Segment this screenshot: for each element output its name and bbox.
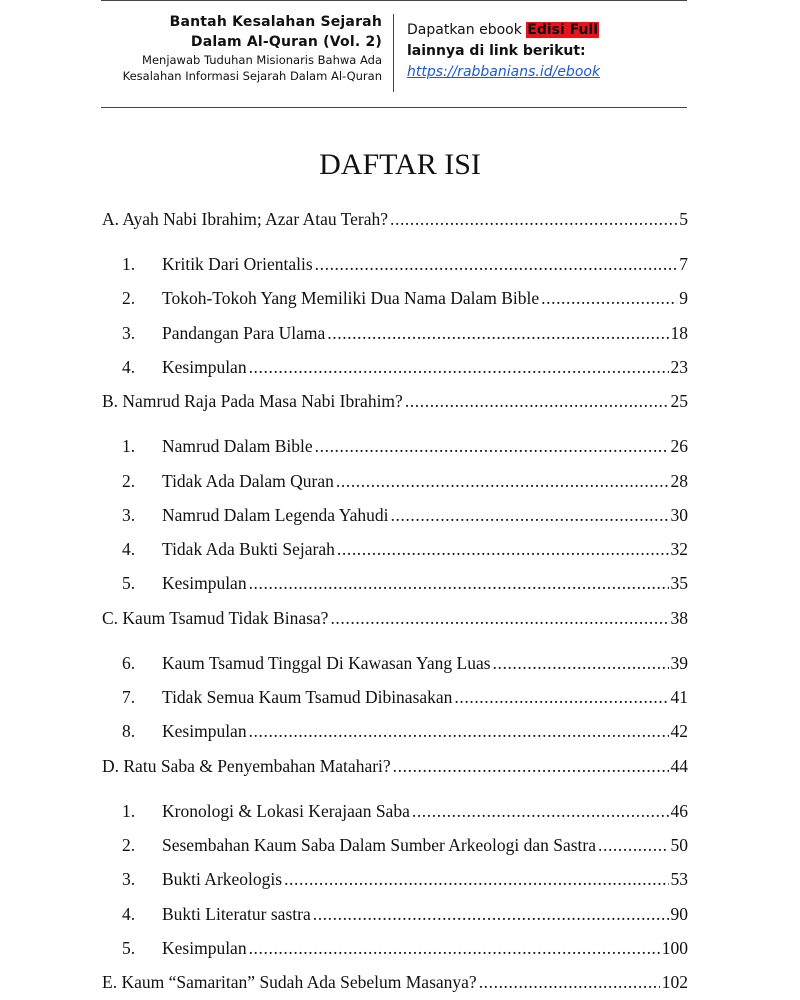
- toc-item-number: 3.: [122, 322, 136, 343]
- toc-item-entry[interactable]: [122, 869, 688, 890]
- header-bottom-rule: [101, 107, 687, 108]
- book-title-line-1: Bantah Kesalahan Sejarah: [169, 14, 382, 30]
- toc-dot-leader: [249, 721, 669, 742]
- toc-item-entry[interactable]: [122, 938, 688, 959]
- toc-item-number: 3.: [122, 504, 136, 525]
- toc-page-number: 32: [670, 539, 688, 560]
- toc-page-number: 100: [661, 937, 688, 958]
- book-title-line-2: Dalam Al-Quran (Vol. 2): [190, 34, 382, 50]
- toc-item-number: 4.: [122, 356, 136, 377]
- promo-block: [407, 20, 687, 83]
- promo-line-2: lainnya di link berikut:: [407, 43, 586, 59]
- book-header: [60, 12, 382, 84]
- toc-item-entry[interactable]: [122, 254, 688, 275]
- page-title: DAFTAR ISI: [319, 148, 481, 181]
- toc-dot-leader: [315, 254, 678, 275]
- toc-item-entry[interactable]: [122, 573, 688, 594]
- toc-section-entry[interactable]: [102, 972, 688, 993]
- toc-page-number: 7: [679, 254, 688, 274]
- toc-dot-leader: [337, 539, 669, 560]
- toc-dot-leader: [315, 436, 669, 457]
- toc-item-number: 4.: [122, 539, 136, 560]
- toc-page-number: 39: [670, 652, 688, 673]
- toc-dot-leader: [249, 938, 660, 959]
- toc-page-number: 90: [670, 903, 688, 924]
- toc-page-number: 50: [670, 834, 688, 855]
- toc-dot-leader: [412, 801, 669, 822]
- toc-page-number: 35: [670, 573, 688, 594]
- toc-entry-label: Kronologi & Lokasi Kerajaan Saba: [162, 800, 410, 821]
- ebook-link[interactable]: https://rabbanians.id/ebook: [407, 64, 601, 80]
- toc-item-number: 1.: [122, 436, 136, 457]
- promo-prefix: Dapatkan ebook: [407, 22, 527, 38]
- book-subtitle-line-1: Menjawab Tuduhan Misionaris Bahwa Ada: [142, 53, 382, 67]
- toc-item-number: 8.: [122, 721, 136, 742]
- toc-item-number: 4.: [122, 903, 136, 924]
- book-subtitle-line-2: Kesalahan Informasi Sejarah Dalam Al-Quran: [122, 69, 382, 83]
- toc-item-entry[interactable]: [122, 653, 688, 674]
- toc-entry-label: Kesimpulan: [162, 721, 247, 742]
- toc-section-entry[interactable]: [102, 756, 688, 777]
- toc-page-number: 28: [670, 470, 688, 491]
- promo-highlight-badge: Edisi Full: [527, 22, 599, 38]
- toc-item-number: 2.: [122, 470, 136, 491]
- toc-item-entry[interactable]: [122, 323, 688, 344]
- toc-item-number: 3.: [122, 869, 136, 890]
- top-rule: [101, 0, 687, 1]
- toc-page-number: 44: [670, 755, 688, 776]
- toc-dot-leader: [454, 687, 668, 708]
- toc-item-number: 6.: [122, 652, 136, 673]
- toc-page-number: 46: [670, 800, 688, 821]
- toc-page-number: 23: [670, 356, 688, 377]
- toc-dot-leader: [313, 904, 669, 925]
- toc-page-number: 26: [670, 436, 688, 457]
- toc-item-entry[interactable]: [122, 471, 688, 492]
- toc-entry-label: B. Namrud Raja Pada Masa Nabi Ibrahim?: [102, 391, 403, 412]
- toc-page-number: 42: [670, 721, 688, 742]
- toc-item-number: 5.: [122, 573, 136, 594]
- toc-entry-label: Kritik Dari Orientalis: [162, 254, 313, 274]
- toc-dot-leader: [284, 869, 668, 890]
- toc-item-entry[interactable]: [122, 801, 688, 822]
- toc-page-number: 38: [670, 607, 688, 628]
- toc-entry-label: C. Kaum Tsamud Tidak Binasa?: [102, 607, 329, 628]
- toc-item-entry[interactable]: [122, 357, 688, 378]
- toc-entry-label: Kaum Tsamud Tinggal Di Kawasan Yang Luas: [162, 652, 491, 673]
- toc-item-number: 2.: [122, 288, 136, 309]
- toc-item-number: 7.: [122, 687, 136, 707]
- toc-item-entry[interactable]: [122, 505, 688, 526]
- toc-item-number: 1.: [122, 800, 136, 821]
- toc-page-number: 9: [679, 288, 688, 309]
- toc-entry-label: Tidak Semua Kaum Tsamud Dibinasakan: [162, 687, 453, 707]
- toc-entry-label: Sesembahan Kaum Saba Dalam Sumber Arkeologi dan Sastra: [162, 834, 596, 855]
- toc-dot-leader: [405, 391, 669, 412]
- toc-dot-leader: [336, 471, 669, 492]
- toc-item-entry[interactable]: [122, 687, 688, 708]
- toc-page-number: 5: [679, 209, 688, 229]
- toc-dot-leader: [249, 357, 669, 378]
- toc-dot-leader: [330, 608, 668, 629]
- toc-dot-leader: [541, 288, 677, 309]
- toc-entry-label: Bukti Arkeologis: [162, 869, 283, 890]
- toc-dot-leader: [493, 653, 669, 674]
- toc-section-entry[interactable]: [102, 608, 688, 629]
- toc-entry-label: Kesimpulan: [162, 573, 247, 594]
- toc-page-number: 41: [670, 687, 688, 707]
- toc-entry-label: Tokoh-Tokoh Yang Memiliki Dua Nama Dalam Bible: [162, 288, 540, 309]
- toc-item-entry[interactable]: [122, 288, 688, 309]
- toc-entry-label: Bukti Literatur sastra: [162, 903, 311, 924]
- toc-entry-label: Namrud Dalam Legenda Yahudi: [162, 504, 389, 525]
- toc-page-number: 25: [670, 391, 688, 412]
- toc-dot-leader: [393, 756, 669, 777]
- toc-entry-label: Tidak Ada Dalam Quran: [162, 470, 334, 491]
- toc-page-number: 102: [661, 972, 688, 993]
- toc-dot-leader: [598, 835, 669, 856]
- toc-item-entry[interactable]: [122, 835, 688, 856]
- toc-dot-leader: [479, 972, 660, 993]
- toc-dot-leader: [390, 209, 677, 230]
- toc-item-entry[interactable]: [122, 721, 688, 742]
- toc-entry-label: Tidak Ada Bukti Sejarah: [162, 539, 335, 560]
- toc-page-number: 30: [670, 504, 688, 525]
- toc-item-entry[interactable]: [122, 436, 688, 457]
- promo-line-1: [407, 20, 687, 41]
- toc-item-entry[interactable]: [122, 904, 688, 925]
- toc-section-entry[interactable]: [102, 391, 688, 412]
- toc-dot-leader: [390, 505, 668, 526]
- toc-entry-label: Kesimpulan: [162, 356, 247, 377]
- toc-dot-leader: [327, 323, 668, 344]
- header-divider: [393, 14, 394, 92]
- toc-page-number: 18: [670, 322, 688, 343]
- toc-item-number: 1.: [122, 254, 136, 274]
- toc-entry-label: E. Kaum “Samaritan” Sudah Ada Sebelum Masanya?: [102, 972, 477, 993]
- toc-entry-label: D. Ratu Saba & Penyembahan Matahari?: [102, 755, 391, 776]
- toc-section-entry[interactable]: [102, 209, 688, 230]
- toc-entry-label: Namrud Dalam Bible: [162, 436, 313, 457]
- toc-item-number: 2.: [122, 834, 136, 855]
- toc-entry-label: A. Ayah Nabi Ibrahim; Azar Atau Terah?: [102, 209, 388, 229]
- toc-item-number: 5.: [122, 937, 136, 958]
- toc-page-number: 53: [670, 869, 688, 890]
- toc-entry-label: Kesimpulan: [162, 937, 247, 958]
- toc-item-entry[interactable]: [122, 539, 688, 560]
- toc-dot-leader: [249, 573, 669, 594]
- toc-entry-label: Pandangan Para Ulama: [162, 322, 326, 343]
